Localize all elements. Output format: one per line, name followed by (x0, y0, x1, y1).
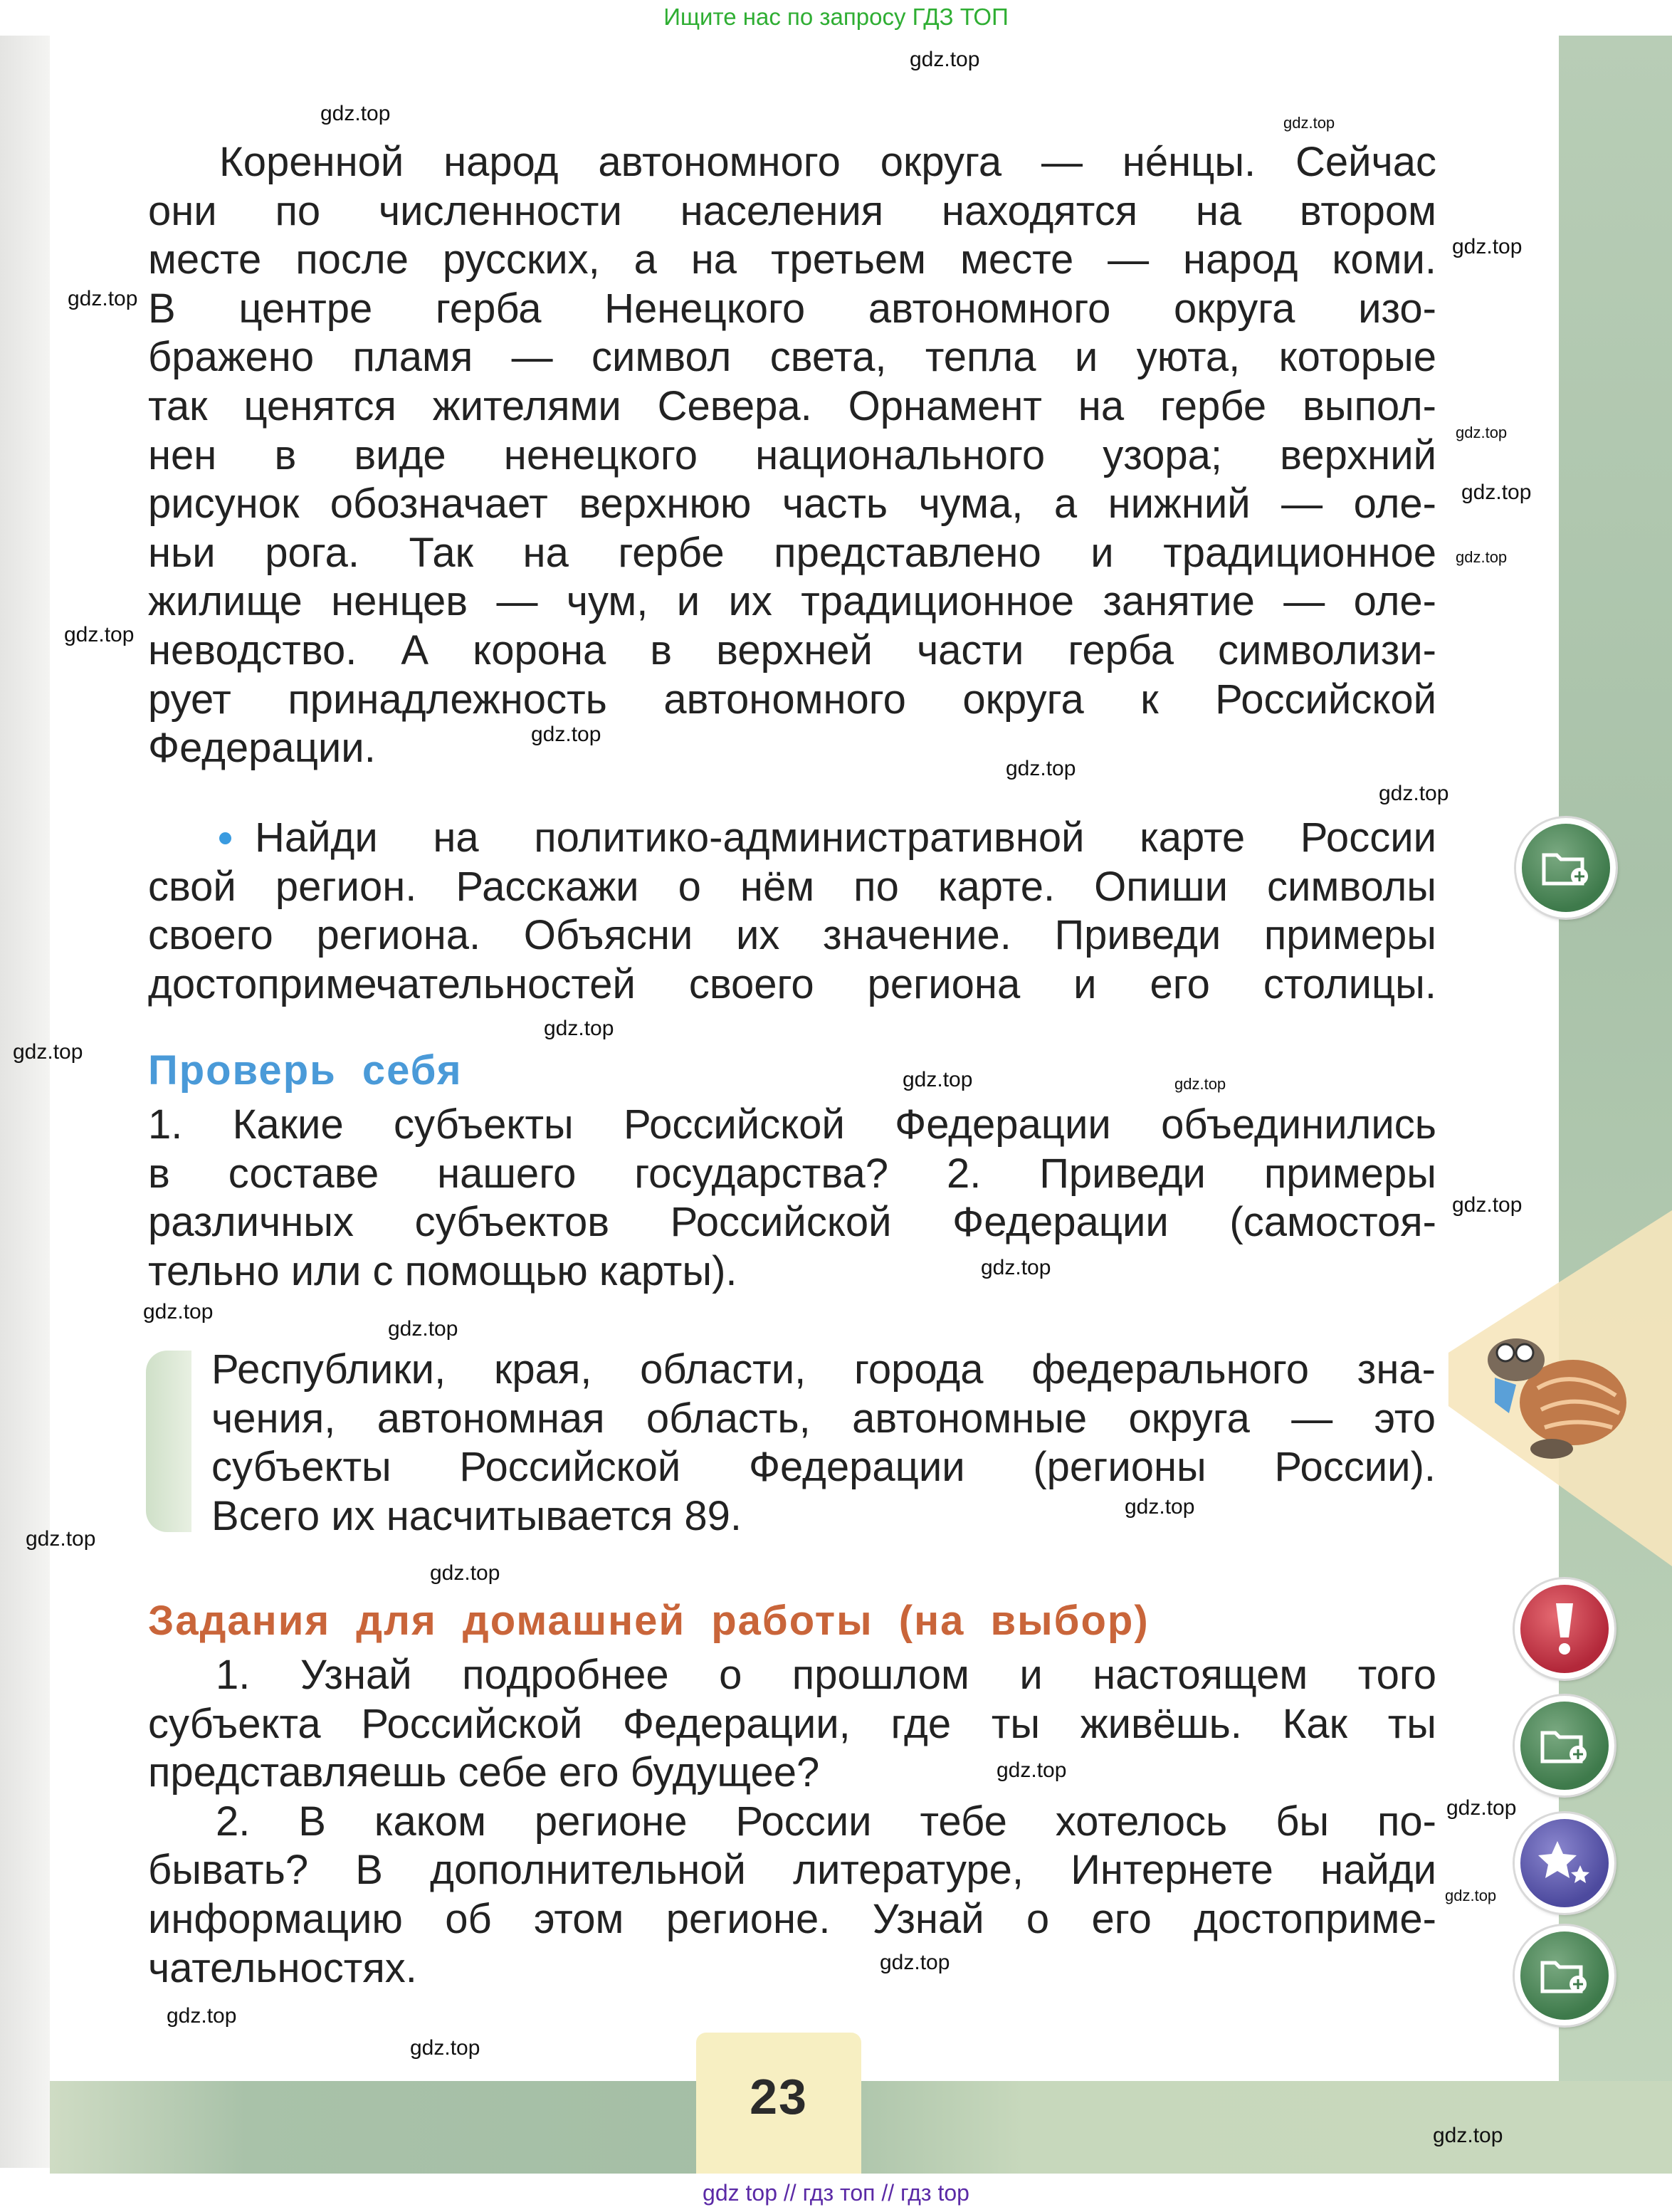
folder-plus-icon (1540, 1956, 1589, 1996)
folder-plus-button[interactable] (1516, 818, 1616, 918)
watermark: gdz.top (1456, 424, 1508, 441)
watermark: gdz.top (903, 1068, 973, 1091)
watermark: gdz.top (910, 48, 980, 71)
text-line: Найди на политико-административной карте России (255, 814, 1436, 861)
text-line: Всего их насчитывается 89. (211, 1492, 742, 1539)
text-line: 2. В каком регионе России тебе хотелось бы по- (216, 1798, 1436, 1845)
watermark: gdz.top (880, 1951, 950, 1974)
text-line: информацию об этом регионе. Узнай о его достоприме- (148, 1895, 1436, 1942)
text-line: месте после русских, а на третьем месте — народ коми. (148, 236, 1436, 283)
text-line: так ценятся жителями Севера. Орнамент на гербе выпол- (148, 382, 1436, 429)
watermark: gdz.top (64, 623, 135, 646)
stars-button[interactable] (1515, 1813, 1614, 1913)
watermark: gdz.top (1452, 1193, 1523, 1217)
text-line: В центре герба Ненецкого автономного округа изо- (148, 285, 1436, 332)
check-yourself-questions (148, 1101, 1436, 1296)
exclamation-icon (1550, 1600, 1579, 1657)
check-yourself-heading: Проверь себя (148, 1047, 463, 1094)
bullet-icon (219, 832, 231, 844)
text-line: тельно или с помощью карты). (148, 1247, 737, 1294)
watermark: gdz.top (544, 1017, 614, 1040)
watermark: gdz.top (1433, 2124, 1503, 2147)
text-line: рует принадлежность автономного округа к Российской (148, 676, 1436, 723)
text-line: чательностях. (148, 1944, 417, 1991)
text-line: в составе нашего государства? 2. Приведи примеры (148, 1150, 1436, 1197)
watermark: gdz.top (26, 1527, 96, 1551)
text-line: ньи рога. Так на гербе представлено и традиционное (148, 529, 1436, 576)
folder-plus-icon (1540, 1726, 1589, 1766)
watermark: gdz.top (1452, 235, 1523, 258)
text-line: субъекты Российской Федерации (регионы России). (211, 1444, 1436, 1491)
text-line: бывать? В дополнительной литературе, Интернете найди (148, 1847, 1436, 1894)
paragraph-nenets (148, 138, 1436, 773)
text-line: они по численности населения находятся на втором (148, 187, 1436, 234)
folder-plus-icon (1541, 848, 1591, 888)
watermark: gdz.top (320, 102, 391, 125)
watermark: gdz.top (143, 1300, 214, 1323)
text-line: 1. Узнай подробнее о прошлом и настоящем того (216, 1652, 1436, 1698)
page-gutter (0, 36, 50, 2168)
page-number-tab (696, 2033, 861, 2175)
task-paragraph (148, 814, 1436, 1009)
text-line: свой регион. Расскажи о нём по карте. Опиши символы (148, 863, 1436, 910)
watermark: gdz.top (1461, 481, 1532, 504)
watermark: gdz.top (13, 1040, 83, 1064)
watermark: gdz.top (388, 1317, 458, 1341)
folder-plus-button[interactable] (1515, 1926, 1614, 2025)
watermark: gdz.top (1456, 548, 1508, 566)
text-line: представляешь себе его будущее? (148, 1749, 820, 1796)
text-line: 1. Какие субъекты Российской Федерации объединились (148, 1101, 1436, 1148)
watermark: gdz.top (1125, 1495, 1195, 1519)
homework-heading: Задания для домашней работы (на выбор) (148, 1598, 1150, 1644)
text-line: своего региона. Объясни их значение. Приведи примеры (148, 912, 1436, 959)
watermark: gdz.top (1446, 1796, 1517, 1820)
watermark: gdz.top (1006, 757, 1076, 780)
task-line-bulleted (148, 814, 1436, 863)
page-number: 23 (750, 2069, 808, 2124)
watermark: gdz.top (167, 2004, 237, 2028)
turtle-mascot-illustration (1473, 1310, 1637, 1474)
top-banner[interactable]: Ищите нас по запросу ГДЗ ТОП (0, 0, 1672, 36)
watermark: gdz.top (1445, 1887, 1497, 1904)
watermark: gdz.top (410, 2036, 480, 2060)
text-line: достопримечательностей своего региона и его столицы. (148, 960, 1436, 1007)
text-line: рисунок обозначает верхнюю часть чума, а нижний — оле- (148, 481, 1436, 528)
text-line: Коренной народ автономного округа — нéнцы. Сейчас (219, 139, 1436, 185)
text-line: неводство. А корона в верхней части герба символизи- (148, 627, 1436, 673)
stars-icon (1536, 1838, 1593, 1888)
text-line: различных субъектов Российской Федерации (самостоя- (148, 1199, 1436, 1246)
watermark: gdz.top (430, 1561, 500, 1585)
summary-box (211, 1346, 1436, 1541)
text-line: чения, автономная область, автономные округа — это (211, 1395, 1436, 1442)
summary-box-marker (146, 1351, 191, 1532)
text-line: Федерации. (148, 725, 376, 772)
watermark: gdz.top (981, 1256, 1051, 1279)
text-line: жилище ненцев — чум, и их традиционное занятие — оле- (148, 578, 1436, 625)
watermark: gdz.top (1379, 782, 1449, 805)
text-line: бражено пламя — символ света, тепла и уюта, которые (148, 334, 1436, 381)
watermark: gdz.top (997, 1758, 1067, 1782)
watermark: gdz.top (1174, 1075, 1226, 1093)
watermark: gdz.top (1283, 114, 1335, 132)
watermark: gdz.top (531, 723, 601, 746)
text-line: субъекта Российской Федерации, где ты живёшь. Как ты (148, 1700, 1436, 1747)
footer-links[interactable]: gdz top // гдз топ // гдз top (0, 2174, 1672, 2212)
watermark: gdz.top (68, 287, 138, 310)
folder-plus-button[interactable] (1515, 1696, 1614, 1796)
important-button[interactable] (1515, 1579, 1614, 1679)
homework-tasks (148, 1651, 1436, 1993)
text-line: Республики, края, области, города федерального зна- (211, 1346, 1436, 1393)
text-line: нен в виде ненецкого национального узора; верхний (148, 431, 1436, 478)
